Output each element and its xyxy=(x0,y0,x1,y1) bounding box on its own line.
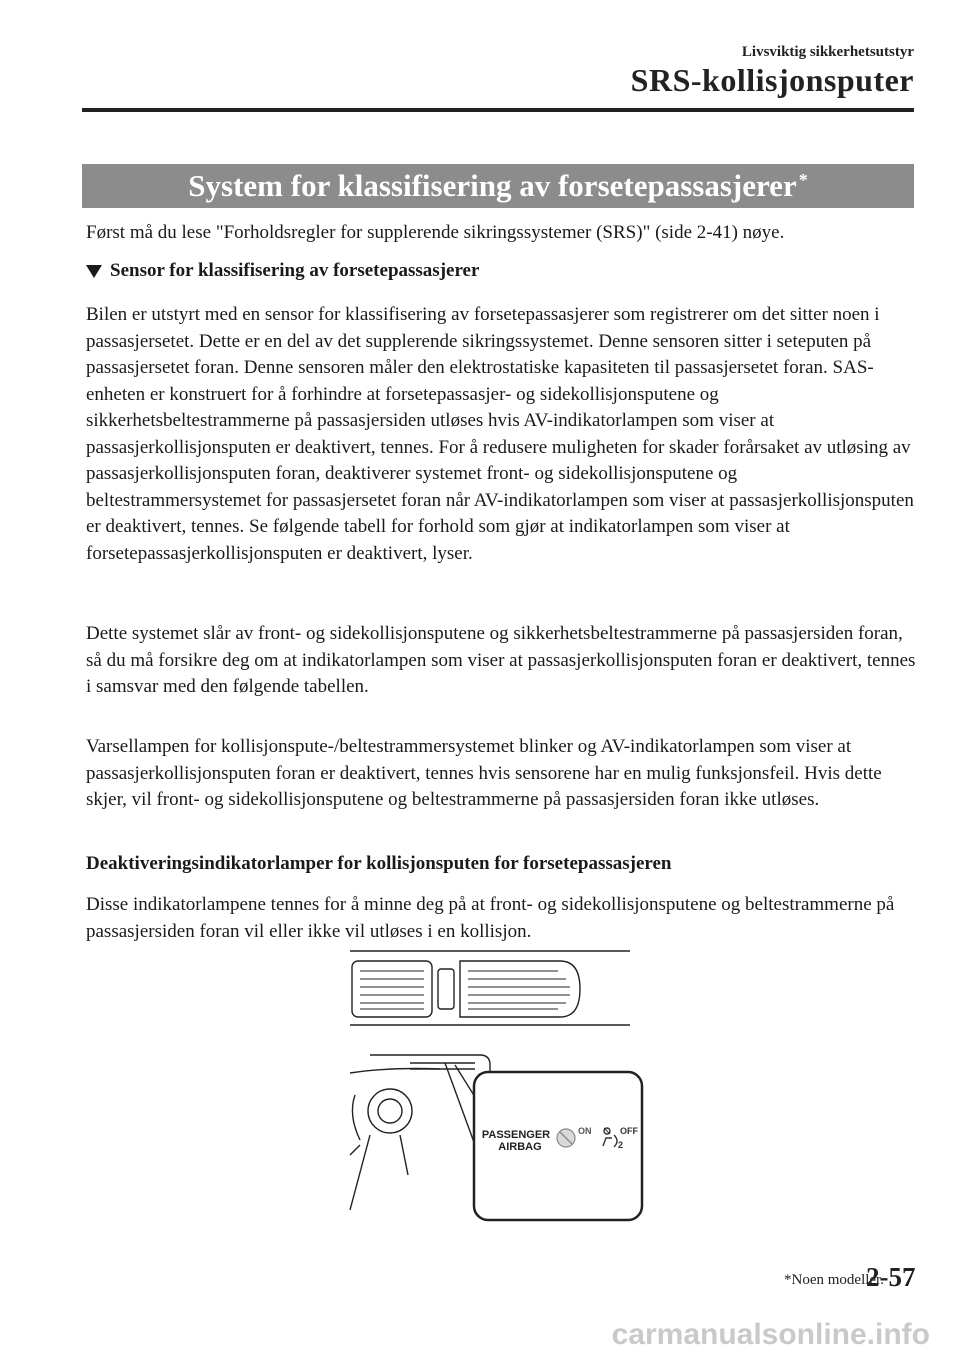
watermark: carmanualsonline.info xyxy=(611,1318,930,1351)
page-title: SRS-kollisjonsputer xyxy=(630,62,914,98)
off-sub-label: 2 xyxy=(618,1140,624,1150)
figure-label-line2: AIRBAG xyxy=(498,1141,542,1153)
model-footnote-mark: * xyxy=(798,169,808,190)
page-number: 2-57 xyxy=(866,1262,916,1292)
triangle-bullet-icon xyxy=(86,265,102,278)
paragraph-system-off: Dette systemet slår av front- og sidekollisjonsputene og sikkerhetsbeltestrammerne på passasjersiden foran, så du må forsikre deg om at indikatorlampen som viser at passasjerkollisjonsputen foran er deaktivert, tennes i samsvar med den følgende tabellen. xyxy=(86,623,916,697)
paragraph-warning-lamp: Varsellampen for kollisjonspute-/beltestrammersystemet blinker og AV-indikatorlampen som viser at passasjerkollisjonsputen foran er deaktivert, tennes hvis sensorene har en mulig funksjonsfeil. Hvis dette skjer, vil front- og sidekollisjonsputene og beltestrammerne på passasjersiden foran ikke utløses. xyxy=(86,736,882,810)
intro-text: Først må du lese "Forholdsregler for supplerende sikringssystemer (SRS)" (side 2-41) nøye. xyxy=(86,222,785,243)
paragraph-indicators: Disse indikatorlampene tennes for å minne deg på at front- og sidekollisjonsputene og beltestrammerne på passasjersiden foran vil eller ikke vil utløses i en kollisjon. xyxy=(86,894,895,942)
subheading xyxy=(86,260,479,282)
footnote: *Noen modeller. xyxy=(784,1272,884,1288)
bold-heading: Deaktiveringsindikatorlamper for kollisjonsputen for forsetepassasjeren xyxy=(86,853,672,874)
airbag-on-indicator-icon xyxy=(557,1129,575,1147)
dashboard-indicator-illustration xyxy=(330,945,660,1235)
subheading-label: Sensor for klassifisering av forsetepassasjerer xyxy=(110,260,480,281)
section-title: System for klassifisering av forsetepassasjerer xyxy=(188,168,797,203)
on-label: ON xyxy=(578,1126,592,1136)
paragraph-sensor: Bilen er utstyrt med en sensor for klassifisering av forsetepassasjerer som registrerer om det sitter noen i passasjersetet. Dette er en del av det supplerende sikringssystemet. Denne sensoren sitter i seteputen på passasjersetet foran. Denne sensoren måler den elektrostatiske kapasiteten til passasjersetet foran. SAS-enheten er konstruert for å forhindre at forsetepassasjer- og sidekollisjonsputene og sikkerhetsbeltestrammerne på passasjersiden utløses hvis AV-indikatorlampen som viser at passasjerkollisjonsputen er deaktivert, tennes. For å redusere muligheten for skader forårsaket av utløsing av passasjerkollisjonsputen foran, deaktiverer systemet front- og sidekollisjonsputene og beltestrammersystemet for passasjersetet foran når AV-indikatorlampen som viser at passasjerkollisjonsputen er deaktivert, tennes. Se følgende tabell for forhold som gjør at indikatorlampen som viser at forsetepassasjerkollisjonsputen er deaktivert, lyser. xyxy=(86,304,914,564)
header-divider xyxy=(82,108,914,112)
section-banner xyxy=(82,164,914,208)
off-label: OFF xyxy=(620,1126,638,1136)
figure-label-line1: PASSENGER xyxy=(481,1129,551,1141)
chapter-label: Livsviktig sikkerhetsutstyr xyxy=(741,44,914,60)
